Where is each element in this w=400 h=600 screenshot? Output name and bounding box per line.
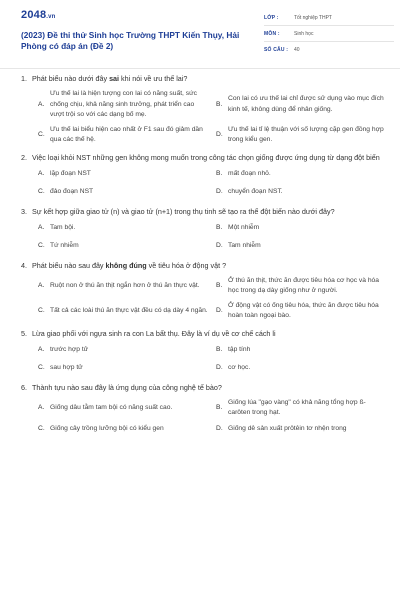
info-value: 40 xyxy=(294,47,300,53)
question-text xyxy=(12,261,388,271)
answer-text: Giống cây trồng lưỡng bội có kiểu gen xyxy=(50,425,164,433)
answer-option[interactable] xyxy=(216,240,388,254)
answer-letter: C. xyxy=(38,364,45,372)
info-value: Tốt nghiệp THPT xyxy=(294,14,332,21)
answer-option[interactable] xyxy=(38,301,210,322)
question-body xyxy=(32,261,226,271)
question-stem: Phát biểu nào dưới đây xyxy=(32,74,110,83)
answer-letter: B. xyxy=(216,224,223,232)
answer-option[interactable] xyxy=(216,362,388,376)
question-number: 2. xyxy=(21,152,27,162)
answer-letter: A. xyxy=(38,346,45,354)
answer-text: Tất cả các loài thú ăn thực vật đều có dạ dày 4 ngăn. xyxy=(50,306,208,314)
answer-option[interactable] xyxy=(38,276,210,297)
question-emphasis: sai xyxy=(109,74,120,83)
answer-option[interactable] xyxy=(38,222,210,236)
question-body xyxy=(32,383,222,393)
question-item xyxy=(12,261,388,322)
answer-grid xyxy=(12,168,388,200)
answer-letter: C. xyxy=(38,425,45,433)
answer-letter: C. xyxy=(38,188,45,196)
answer-text: chuyển đoạn NST. xyxy=(228,188,283,196)
answer-text: Giống dê sản xuất prôtêin tơ nhện trong xyxy=(228,425,347,433)
answer-text: Một nhiễm xyxy=(228,224,260,232)
info-value: Sinh học xyxy=(294,30,314,37)
answer-text: Tứ nhiễm xyxy=(50,242,79,250)
question-text xyxy=(12,153,388,163)
question-number: 3. xyxy=(21,206,27,216)
question-body xyxy=(32,207,335,217)
answer-text: Tam bội. xyxy=(50,224,76,232)
answer-text: Giống dâu tằm tam bội có năng suất cao. xyxy=(50,403,173,411)
answer-grid xyxy=(12,276,388,322)
question-list xyxy=(12,74,388,444)
question-stem-end: về tiêu hóa ở động vật ? xyxy=(146,260,227,270)
question-text xyxy=(12,207,388,217)
answer-text: Ưu thế lai là hiện tượng con lai có năng suất, sức chống chịu, khả năng sinh trưởng, phát triển cao vượt trội so với các dạng bố mẹ. xyxy=(50,90,197,118)
info-label: MÔN : xyxy=(264,30,280,37)
answer-grid xyxy=(12,344,388,376)
answer-letter: D. xyxy=(216,242,223,250)
info-row-class xyxy=(264,10,394,26)
answer-option[interactable] xyxy=(38,125,210,146)
answer-grid xyxy=(12,398,388,437)
question-stem: Lừa giao phối với ngựa sinh ra con La bất thụ. Đây là ví dụ về cơ chế cách li xyxy=(32,328,276,338)
answer-option[interactable] xyxy=(216,186,388,200)
question-body xyxy=(32,153,380,163)
answer-option[interactable] xyxy=(216,222,388,236)
answer-letter: D. xyxy=(216,364,223,372)
answer-letter: B. xyxy=(216,100,223,108)
answer-text: cơ học. xyxy=(228,364,251,372)
question-item xyxy=(12,329,388,376)
answer-letter: A. xyxy=(38,100,45,108)
answer-letter: B. xyxy=(216,170,223,178)
question-number: 1. xyxy=(21,74,27,83)
answer-letter: C. xyxy=(38,242,45,250)
answer-option[interactable] xyxy=(38,398,210,419)
answer-letter: A. xyxy=(38,281,45,289)
info-label: LỚP : xyxy=(264,14,279,21)
question-number: 4. xyxy=(21,260,27,270)
answer-text: Ở động vật có ống tiêu hóa, thức ăn được tiêu hóa hoàn toàn ngoại bào. xyxy=(228,301,379,319)
answer-option[interactable] xyxy=(216,168,388,182)
logo-tld: .vn xyxy=(46,14,56,20)
answer-letter: A. xyxy=(38,224,45,232)
question-stem: Sự kết hợp giữa giao tử (n) và giao tử (n+1) trong thụ tinh sẽ tạo ra thể đột biến nào dưới đây? xyxy=(32,206,335,216)
question-stem: Thành tựu nào sau đây là ứng dụng của công nghệ tế bào? xyxy=(32,382,222,392)
answer-letter: D. xyxy=(216,130,223,138)
answer-text: Con lai có ưu thế lai chỉ được sử dụng vào mục đích kinh tế, không dùng để nhân giống. xyxy=(228,95,384,113)
info-row-subject xyxy=(264,26,394,42)
question-stem: Việc loại khỏi NST những gen không mong muốn trong công tác chọn giống được ứng dụng từ dạng đột biến xyxy=(32,152,380,162)
question-emphasis: không đúng xyxy=(105,260,147,270)
answer-text: đảo đoạn NST xyxy=(50,188,94,196)
answer-option[interactable] xyxy=(216,398,388,419)
exam-info-table xyxy=(264,10,394,58)
answer-option[interactable] xyxy=(216,89,388,121)
answer-letter: B. xyxy=(216,403,223,411)
answer-text: Ưu thế lai biểu hiện cao nhất ở F1 sau đó giảm dần qua các thế hệ. xyxy=(50,125,203,143)
answer-letter: A. xyxy=(38,170,45,178)
answer-option[interactable] xyxy=(38,240,210,254)
info-label: SỐ CÂU : xyxy=(264,47,289,53)
answer-option[interactable] xyxy=(216,276,388,297)
answer-text: Ở thú ăn thịt, thức ăn được tiêu hóa cơ học và hóa học trong dạ dày giống như ở người. xyxy=(228,276,379,294)
info-row-count xyxy=(264,42,394,58)
answer-letter: D. xyxy=(216,306,223,314)
answer-option[interactable] xyxy=(38,89,210,121)
answer-text: trước hợp tử xyxy=(50,346,89,354)
answer-option[interactable] xyxy=(38,186,210,200)
question-stem: Phát biểu nào sau đây xyxy=(32,260,106,270)
answer-option[interactable] xyxy=(38,423,210,437)
answer-option[interactable] xyxy=(38,362,210,376)
exam-title: (2023) Đề thi thử Sinh học Trường THPT Kiến Thụy, Hải Phòng có đáp án (Đề 2) xyxy=(21,30,240,51)
answer-option[interactable] xyxy=(38,344,210,358)
answer-text: mất đoạn nhỏ. xyxy=(228,170,271,178)
logo-main: 2048 xyxy=(21,9,47,21)
question-item xyxy=(12,153,388,200)
question-text xyxy=(12,383,388,393)
answer-letter: D. xyxy=(216,188,223,196)
answer-grid xyxy=(12,222,388,254)
question-number: 6. xyxy=(21,382,27,392)
question-body xyxy=(32,74,187,84)
answer-letter: B. xyxy=(216,281,223,289)
answer-option[interactable] xyxy=(216,125,388,146)
site-logo[interactable] xyxy=(21,9,56,21)
answer-option[interactable] xyxy=(216,301,388,322)
answer-text: tập tính xyxy=(228,346,251,354)
answer-text: Giống lúa "gạo vàng" có khả năng tổng hợp ß-carôten trong hạt. xyxy=(228,398,366,416)
answer-text: sau hợp tử xyxy=(50,364,83,372)
question-item xyxy=(12,74,388,146)
answer-text: Ưu thế lai tỉ lệ thuận với số lượng cặp gen đồng hợp trong kiểu gen. xyxy=(228,125,384,143)
answer-letter: C. xyxy=(38,306,45,314)
question-stem-end: khi nói về ưu thế lai? xyxy=(119,74,188,83)
answer-letter: D. xyxy=(216,425,223,433)
question-text xyxy=(12,329,388,339)
question-item xyxy=(12,383,388,437)
question-body xyxy=(32,329,276,339)
question-item xyxy=(12,207,388,254)
answer-text: lặp đoạn NST xyxy=(50,170,91,178)
exam-header xyxy=(12,0,388,66)
answer-letter: B. xyxy=(216,346,223,354)
answer-text: Tam nhiễm xyxy=(228,242,261,250)
answer-letter: A. xyxy=(38,403,45,411)
header-divider xyxy=(0,68,400,69)
answer-option[interactable] xyxy=(216,423,388,437)
answer-option[interactable] xyxy=(38,168,210,182)
answer-grid xyxy=(12,89,388,146)
question-text xyxy=(12,74,388,84)
answer-letter: C. xyxy=(38,130,45,138)
answer-text: Ruột non ở thú ăn thịt ngắn hơn ở thú ăn thực vật. xyxy=(50,281,200,289)
question-number: 5. xyxy=(21,328,27,338)
answer-option[interactable] xyxy=(216,344,388,358)
